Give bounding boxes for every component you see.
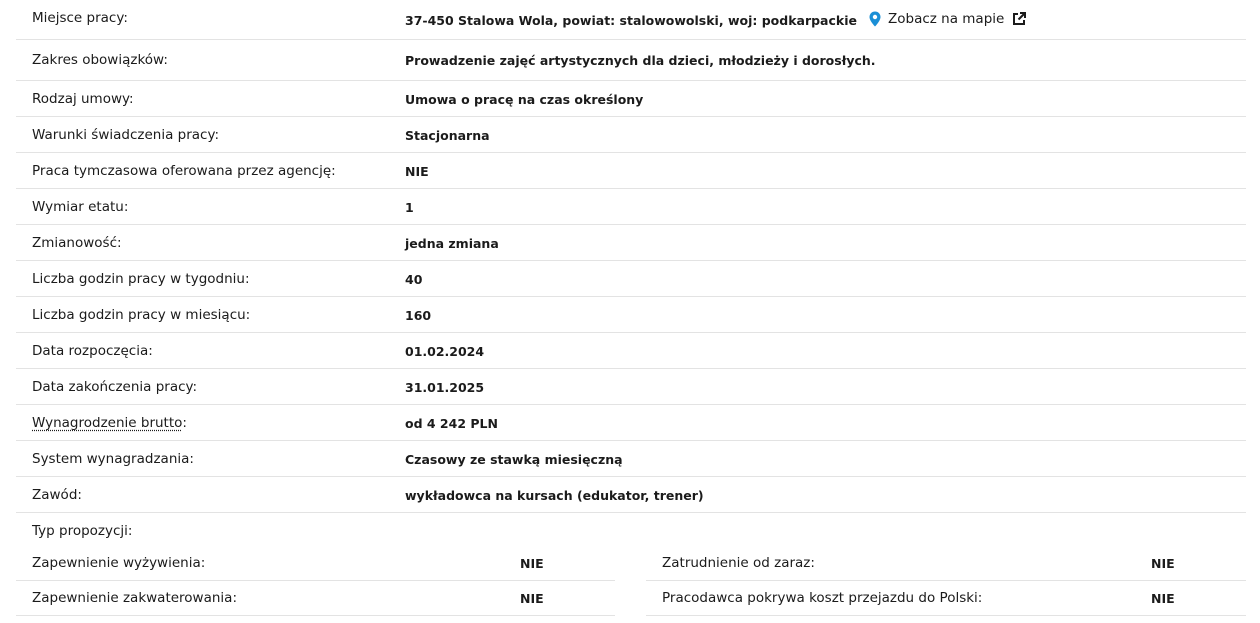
row-label: Wymiar etatu: (32, 199, 129, 215)
proposal-right-column (646, 546, 1246, 616)
table-row (16, 369, 1246, 405)
view-on-map-link[interactable] (867, 11, 1026, 27)
table-row (16, 405, 1246, 441)
proposal-item (646, 581, 1246, 616)
row-value: NIE (405, 164, 429, 179)
row-value: 1 (405, 200, 414, 215)
row-location (16, 0, 1246, 40)
table-row (16, 441, 1246, 477)
row-label: Rodzaj umowy: (32, 91, 134, 107)
row-value: 01.02.2024 (405, 344, 485, 359)
table-row (16, 40, 1246, 81)
table-row (16, 153, 1246, 189)
proposal-label: Zatrudnienie od zaraz: (662, 555, 815, 571)
proposal-label: Zapewnienie zakwaterowania: (32, 590, 237, 606)
table-row (16, 297, 1246, 333)
proposal-left-column (16, 546, 615, 616)
row-label (32, 415, 187, 431)
row-value: 37-450 Stalowa Wola, powiat: stalowowolski, woj: podkarpackie (405, 13, 857, 28)
salary-term-label[interactable]: Wynagrodzenie brutto (32, 415, 183, 431)
row-value: Czasowy ze stawką miesięczną (405, 452, 623, 467)
row-label: Zakres obowiązków: (32, 52, 168, 68)
row-value: 160 (405, 308, 432, 323)
table-row (16, 477, 1246, 513)
row-label: Zawód: (32, 487, 82, 503)
row-value: Prowadzenie zajęć artystycznych dla dzieci, młodzieży i dorosłych. (405, 53, 876, 68)
external-link-icon (1012, 12, 1026, 26)
proposal-label: Pracodawca pokrywa koszt przejazdu do Polski: (662, 590, 983, 606)
proposal-value: NIE (1151, 591, 1175, 606)
table-row (16, 333, 1246, 369)
row-label: System wynagradzania: (32, 451, 194, 467)
row-label: Typ propozycji: (32, 523, 133, 539)
table-row (16, 81, 1246, 117)
row-value: od 4 242 PLN (405, 416, 498, 431)
row-label: Liczba godzin pracy w tygodniu: (32, 271, 250, 287)
table-row (16, 261, 1246, 297)
proposal-label: Zapewnienie wyżywienia: (32, 555, 206, 571)
row-label: Liczba godzin pracy w miesiącu: (32, 307, 251, 323)
row-value: 40 (405, 272, 423, 287)
label-colon: : (182, 415, 187, 431)
row-label: Praca tymczasowa oferowana przez agencję: (32, 163, 336, 179)
row-label: Miejsce pracy: (32, 10, 128, 26)
table-row (16, 117, 1246, 153)
proposal-value: NIE (1151, 556, 1175, 571)
row-proposal-type (16, 513, 1246, 546)
map-pin-icon (867, 11, 883, 27)
row-value: wykładowca na kursach (edukator, trener) (405, 488, 704, 503)
row-value: Umowa o pracę na czas określony (405, 92, 644, 107)
row-label: Data zakończenia pracy: (32, 379, 198, 395)
view-on-map-label: Zobacz na mapie (888, 11, 1005, 27)
row-value: jedna zmiana (405, 236, 499, 251)
proposal-item (16, 581, 615, 616)
job-details-table (16, 0, 1246, 616)
row-value: Stacjonarna (405, 128, 490, 143)
row-label: Data rozpoczęcia: (32, 343, 153, 359)
proposal-value: NIE (520, 591, 544, 606)
proposal-item (16, 546, 615, 581)
proposal-value: NIE (520, 556, 544, 571)
proposal-item (646, 546, 1246, 581)
row-value: 31.01.2025 (405, 380, 485, 395)
table-row (16, 189, 1246, 225)
table-row (16, 225, 1246, 261)
row-label: Warunki świadczenia pracy: (32, 127, 220, 143)
row-label: Zmianowość: (32, 235, 122, 251)
proposal-grid (16, 546, 1246, 616)
